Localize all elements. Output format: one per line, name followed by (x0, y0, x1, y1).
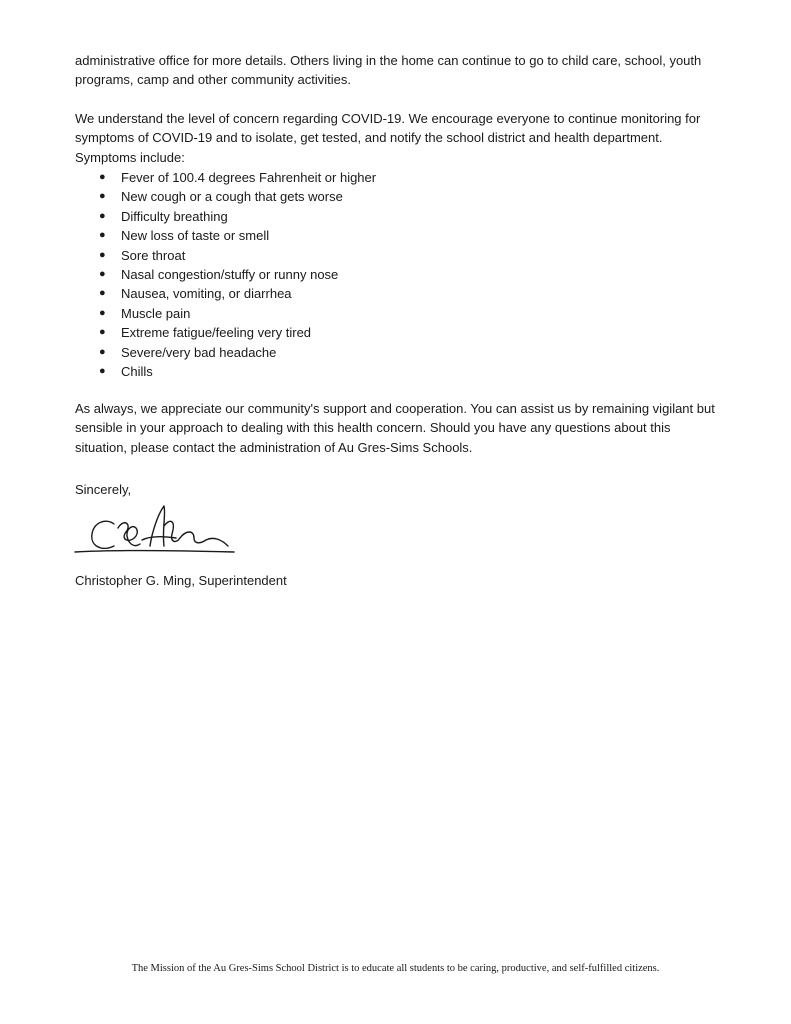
symptom-text: Fever of 100.4 degrees Fahrenheit or higher (121, 170, 377, 185)
symptom-text: New loss of taste or smell (121, 228, 270, 244)
symptom-item (75, 323, 376, 342)
bullet-icon: ● (99, 326, 106, 339)
paragraph-appreciation: As always, we appreciate our community's support and cooperation. You can assist us by remaining vigilant but sensible in your approach to dealing with this health concern. Should you have any questions about this situation, please contact the administration of Au Gres-Sims Schools. (75, 401, 715, 455)
symptom-text: Nasal congestion/stuffy or runny nose (121, 266, 339, 282)
symptom-item (75, 265, 376, 284)
symptom-item (75, 284, 376, 303)
bullet-icon: ● (99, 364, 106, 377)
bullet-icon: ● (99, 190, 106, 203)
symptom-item (75, 362, 376, 381)
bullet-icon: ● (99, 209, 106, 222)
symptom-text: Severe/very bad headache (121, 344, 277, 360)
symptom-item (75, 168, 376, 187)
symptom-item (75, 304, 376, 323)
signer-name: Christopher G. Ming, Superintendent (75, 573, 287, 588)
bullet-icon: ● (99, 306, 106, 319)
symptom-text: Muscle pain (121, 305, 191, 321)
symptom-text: Difficulty breathing (121, 208, 228, 224)
symptom-item (75, 226, 376, 245)
symptom-text: Chills (121, 363, 153, 379)
paragraph-concern: We understand the level of concern regarding COVID-19. We encourage everyone to continue monitoring for symptoms of COVID-19 and to isolate, get tested, and notify the school district and health department. Symptoms include: (75, 111, 701, 165)
symptom-text: Extreme fatigue/feeling very tired (121, 325, 312, 341)
symptom-text: Sore throat (121, 247, 186, 263)
closing-salutation: Sincerely, (75, 482, 132, 497)
bullet-icon: ● (99, 267, 106, 280)
symptom-text: New cough or a cough that gets worse (121, 189, 343, 205)
symptom-text: Nausea, vomiting, or diarrhea (121, 286, 292, 302)
paragraph-continuation: administrative office for more details. Others living in the home can continue to go to child care, school, youth programs, camp and other community activities. (75, 53, 702, 88)
symptom-item (75, 187, 376, 206)
bullet-icon: ● (99, 248, 106, 261)
footer-mission-statement: The Mission of the Au Gres-Sims School District is to educate all students to be caring, productive, and self-fulfilled citizens. (131, 963, 660, 974)
bullet-icon: ● (99, 345, 106, 358)
handwritten-signature (72, 500, 242, 562)
bullet-icon: ● (99, 287, 106, 300)
bullet-icon: ● (99, 229, 106, 242)
symptom-item (75, 207, 376, 226)
symptom-item (75, 343, 376, 362)
symptom-item (75, 246, 376, 265)
symptom-list (75, 168, 376, 381)
bullet-icon: ● (99, 171, 106, 183)
